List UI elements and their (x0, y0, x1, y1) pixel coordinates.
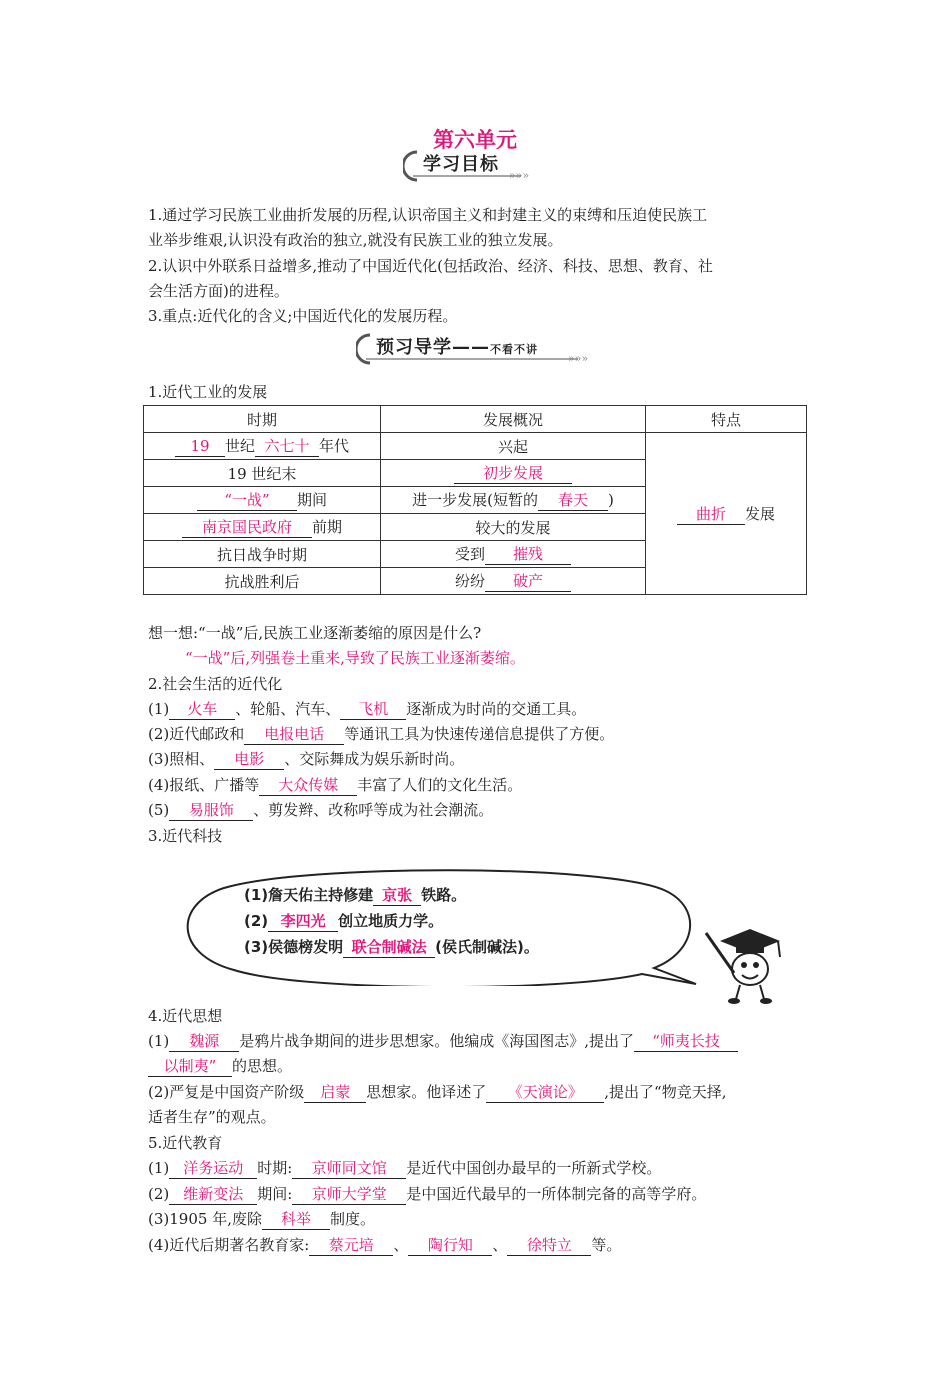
learning-goals-banner (403, 148, 553, 182)
think-question: 想一想:“一战”后,民族工业逐渐萎缩的原因是什么? (148, 624, 482, 642)
fill-line: (5) 易服饰 、剪发辫、改称呼等成为社会潮流。 (148, 801, 494, 819)
answer-blank: 京张 (373, 885, 421, 906)
fill-line: (1) 洋务运动 时期: 京师同文馆 是近代中国创办最早的一所新式学校。 (148, 1159, 662, 1177)
answer-blank: 京师同文馆 (292, 1158, 406, 1179)
banner-title: 预习导学—— (376, 337, 490, 358)
cell-text: 进一步发展(短暂的 (412, 491, 538, 509)
answer-blank: 魏源 (169, 1031, 239, 1052)
answer-blank: 电报电话 (244, 724, 344, 745)
objective-line: 会生活方面)的进程。 (148, 282, 289, 300)
answer-blank: 李四光 (268, 911, 338, 932)
answer-blank: “师夷长技 (634, 1031, 738, 1052)
answer-blank: 19 (175, 436, 225, 457)
svg-text:»»»: »»» (568, 352, 589, 365)
answer-blank: 易服饰 (169, 800, 253, 821)
answer-blank: 陶行知 (408, 1235, 492, 1256)
cell-text: 世纪 (224, 437, 255, 455)
answer-blank: 初步发展 (454, 463, 572, 484)
answer-blank: 火车 (169, 699, 235, 720)
cell-text: 受到 (454, 545, 485, 563)
answer-blank: 科举 (262, 1209, 330, 1230)
answer-blank: 春天 (538, 490, 608, 511)
answer-blank: 洋务运动 (169, 1158, 257, 1179)
answer-blank: 大众传媒 (259, 775, 357, 796)
answer-blank: 破产 (485, 571, 571, 592)
preview-guide-banner (356, 331, 596, 365)
fill-line: (1) 魏源 是鸦片战争期间的进步思想家。他编成《海国图志》,提出了 “师夷长技 (148, 1029, 818, 1054)
objective-line: 2.认识中外联系日益增多,推动了中国近代化(包括政治、经济、科技、思想、教育、社 (148, 257, 713, 275)
fill-line: (2)近代邮政和 电报电话 等通讯工具为快速传递信息提供了方便。 (148, 725, 615, 743)
cell-text: 前期 (311, 518, 342, 536)
fill-line: (2) 维新变法 期间: 京师大学堂 是中国近代最早的一所体制完备的高等学府。 (148, 1185, 707, 1203)
cell-text: 期间 (296, 491, 327, 509)
section-heading: 3.近代科技 (148, 827, 223, 845)
answer-blank: “一战” (197, 490, 297, 511)
teacher-cartoon-icon (700, 915, 790, 1005)
cell-text: 年代 (319, 437, 350, 455)
fill-line: (2)严复是中国资产阶级 启蒙 思想家。他译述了 《天演论》 ,提出了“物竞天择, (148, 1083, 727, 1101)
banner-subtitle: 不看不讲 (490, 343, 538, 356)
section-heading: 2.社会生活的近代化 (148, 675, 283, 693)
fill-line: (3)1905 年,废除 科举 制度。 (148, 1210, 375, 1228)
cell-text: 19 世纪末 (144, 460, 381, 487)
svg-text:»»»: »»» (509, 169, 530, 182)
answer-blank: 摧残 (485, 544, 571, 565)
fill-line: 以制夷” 的思想。 (148, 1054, 818, 1079)
objective-line: 业举步维艰,认识没有政治的独立,就没有民族工业的独立发展。 (148, 231, 563, 249)
banner-title: 学习目标 (423, 154, 499, 175)
fill-line: (4)近代后期著名教育家: 蔡元培 、 陶行知 、 徐特立 等。 (148, 1236, 622, 1254)
answer-blank: 联合制碱法 (343, 937, 435, 958)
section-heading: 4.近代思想 (148, 1007, 223, 1025)
feature-cell (646, 433, 807, 595)
objective-line: 1.通过学习民族工业曲折发展的历程,认识帝国主义和封建主义的束缚和压迫使民族工 (148, 206, 708, 224)
cell-text: 兴起 (381, 433, 646, 460)
cell-text: 抗战胜利后 (144, 568, 381, 595)
fill-line: (4)报纸、广播等 大众传媒 丰富了人们的文化生活。 (148, 776, 523, 794)
table-header: 特点 (646, 406, 807, 433)
answer-blank: 曲折 (677, 504, 745, 525)
think-answer: “一战”后,列强卷土重来,导致了民族工业逐渐萎缩。 (185, 649, 525, 667)
answer-blank: 徐特立 (507, 1235, 591, 1256)
cell-text: 抗日战争时期 (144, 541, 381, 568)
answer-blank: 以制夷” (148, 1056, 232, 1077)
fill-line: 适者生存”的观点。 (148, 1108, 276, 1126)
answer-blank: 启蒙 (304, 1082, 366, 1103)
cell-text: ) (608, 491, 614, 509)
industry-table (143, 405, 807, 595)
cell-text: 发展 (744, 504, 775, 523)
section-heading: 1.近代工业的发展 (148, 383, 268, 401)
answer-blank: 六七十 (255, 436, 319, 457)
objective-line: 3.重点:近代化的含义;中国近代化的发展历程。 (148, 307, 458, 325)
table-header: 时期 (144, 406, 381, 433)
cell-text: 纷纷 (454, 572, 485, 590)
fill-line: (3)照相、 电影 、交际舞成为娱乐新时尚。 (148, 750, 465, 768)
table-row (144, 433, 807, 460)
answer-blank: 京师大学堂 (292, 1184, 406, 1205)
section-heading: 5.近代教育 (148, 1134, 223, 1152)
cell-text: 较大的发展 (381, 514, 646, 541)
answer-blank: 《天演论》 (486, 1082, 604, 1103)
answer-blank: 南京国民政府 (182, 517, 312, 538)
table-header: 发展概况 (381, 406, 646, 433)
answer-blank: 蔡元培 (309, 1235, 393, 1256)
fill-line: (1) 火车 、轮船、汽车、 飞机 逐渐成为时尚的交通工具。 (148, 700, 587, 718)
answer-blank: 维新变法 (169, 1184, 257, 1205)
answer-blank: 电影 (214, 749, 284, 770)
answer-blank: 飞机 (340, 699, 406, 720)
page-title: 第六单元 (433, 128, 517, 152)
speech-bubble: (1)詹天佑主持修建 京张 铁路。 (2) 李四光 创立地质力学。 (3)侯德榜发明 联合制碱法 (侯氏制碱法)。 (184, 868, 704, 986)
